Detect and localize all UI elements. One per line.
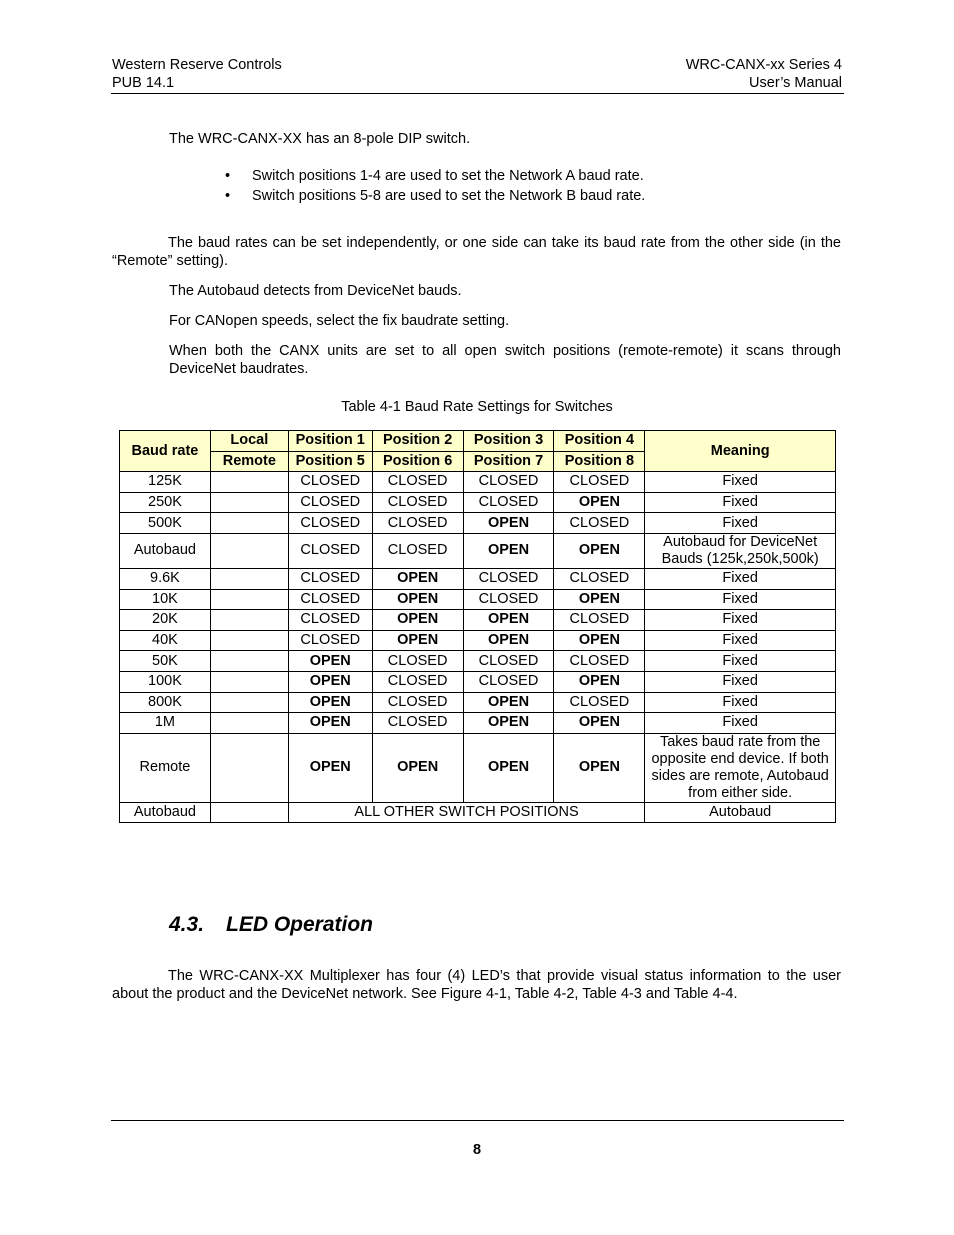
bullet-icon: • [225, 188, 231, 204]
switch-cell: OPEN [463, 630, 554, 651]
switch-cell: OPEN [554, 630, 645, 651]
switch-cell: OPEN [288, 713, 372, 734]
meaning-cell: Fixed [645, 692, 836, 713]
baud-cell: 500K [120, 513, 211, 534]
baud-cell: Autobaud [120, 533, 211, 568]
header-position-6: Position 6 [372, 451, 463, 472]
meaning-cell: Fixed [645, 671, 836, 692]
switch-cell: CLOSED [288, 568, 372, 589]
company-name: Western Reserve Controls [112, 57, 282, 73]
local-cell [210, 533, 288, 568]
local-cell [210, 568, 288, 589]
local-cell [210, 671, 288, 692]
paragraph-autobaud: The Autobaud detects from DeviceNet bauds. [169, 283, 462, 299]
meaning-cell: Fixed [645, 589, 836, 610]
meaning-cell: Takes baud rate from the opposite end device. If both sides are remote, Autobaud from either side. [645, 733, 836, 802]
switch-cell: CLOSED [554, 651, 645, 672]
table-row [120, 610, 836, 631]
switch-cell: OPEN [372, 630, 463, 651]
product-name: WRC-CANX-xx Series 4 [685, 57, 842, 73]
header-right [686, 56, 842, 92]
page-number: 8 [472, 1142, 482, 1158]
switch-cell: OPEN [288, 692, 372, 713]
local-cell [210, 692, 288, 713]
switch-cell: CLOSED [372, 651, 463, 672]
header-position-5: Position 5 [288, 451, 372, 472]
switch-cell: CLOSED [372, 492, 463, 513]
switch-cell: OPEN [372, 589, 463, 610]
local-cell [210, 713, 288, 734]
section-title: LED Operation [226, 913, 374, 936]
baud-cell: 100K [120, 671, 211, 692]
local-cell [210, 610, 288, 631]
paragraph-baud-independent: The baud rates can be set independently, or one side can take its baud rate from the other side (in the “Remote” setting). [112, 235, 841, 269]
switch-cell: OPEN [554, 733, 645, 802]
table-row [120, 651, 836, 672]
table-row [120, 533, 836, 568]
switch-cell: CLOSED [288, 610, 372, 631]
baud-cell: 125K [120, 472, 211, 493]
local-cell [210, 492, 288, 513]
switch-cell: CLOSED [288, 472, 372, 493]
header-left [112, 56, 282, 92]
local-cell [210, 589, 288, 610]
bullet-icon: • [225, 168, 231, 184]
meaning-cell: Fixed [645, 651, 836, 672]
baud-cell: Remote [120, 733, 211, 802]
baud-cell: 20K [120, 610, 211, 631]
switch-cell: CLOSED [463, 589, 554, 610]
switch-cell: OPEN [463, 610, 554, 631]
switch-cell: CLOSED [372, 513, 463, 534]
table-row [120, 513, 836, 534]
local-cell [210, 733, 288, 802]
table-row [120, 492, 836, 513]
switch-cell: CLOSED [463, 492, 554, 513]
table-body [120, 472, 836, 823]
switch-cell: OPEN [372, 733, 463, 802]
switch-cell: OPEN [372, 610, 463, 631]
switch-cell: CLOSED [554, 513, 645, 534]
meaning-cell: Autobaud for DeviceNet Bauds (125k,250k,500k) [645, 533, 836, 568]
meaning-cell: Fixed [645, 492, 836, 513]
all-other-positions-cell: ALL OTHER SWITCH POSITIONS [288, 802, 645, 823]
meaning-cell: Autobaud [645, 802, 836, 823]
baud-cell: 1M [120, 713, 211, 734]
header-position-7: Position 7 [463, 451, 554, 472]
switch-cell: OPEN [554, 713, 645, 734]
meaning-cell: Fixed [645, 513, 836, 534]
table-row [120, 589, 836, 610]
baud-cell: 40K [120, 630, 211, 651]
switch-cell: OPEN [463, 513, 554, 534]
led-paragraph: The WRC-CANX-XX Multiplexer has four (4) LED’s that provide visual status information to the user about the product and the DeviceNet network. See Figure 4-1, Table 4-2, Table 4-3 and Table 4-4. [112, 968, 841, 1002]
paragraph-canopen: For CANopen speeds, select the fix baudrate setting. [169, 313, 510, 329]
paragraph-remote-remote: When both the CANX units are set to all open switch positions (remote-remote) it scans through DeviceNet baudrates. [169, 343, 841, 377]
table-row [120, 692, 836, 713]
header-position-4: Position 4 [554, 431, 645, 452]
manual-name: User’s Manual [749, 75, 842, 91]
baud-cell: 9.6K [120, 568, 211, 589]
switch-cell: OPEN [554, 589, 645, 610]
meaning-cell: Fixed [645, 713, 836, 734]
switch-cell: CLOSED [372, 713, 463, 734]
switch-cell: CLOSED [554, 692, 645, 713]
publication-number: PUB 14.1 [112, 75, 175, 91]
switch-cell: CLOSED [288, 533, 372, 568]
table-row [120, 472, 836, 493]
table-row [120, 671, 836, 692]
header-position-8: Position 8 [554, 451, 645, 472]
section-number: 4.3. [169, 913, 205, 936]
header-position-3: Position 3 [463, 431, 554, 452]
baud-cell: 250K [120, 492, 211, 513]
baud-cell: Autobaud [120, 802, 211, 823]
table-caption: Table 4-1 Baud Rate Settings for Switches [341, 399, 613, 415]
switch-cell: OPEN [463, 733, 554, 802]
switch-cell: CLOSED [288, 513, 372, 534]
switch-cell: OPEN [288, 733, 372, 802]
switch-cell: CLOSED [288, 492, 372, 513]
switch-cell: OPEN [288, 671, 372, 692]
section-heading [169, 913, 373, 937]
bullet-list [225, 166, 645, 206]
switch-cell: OPEN [463, 692, 554, 713]
list-item: • Switch positions 1-4 are used to set the Network A baud rate. [225, 168, 644, 184]
switch-cell: CLOSED [463, 568, 554, 589]
local-cell [210, 630, 288, 651]
baud-cell: 50K [120, 651, 211, 672]
switch-cell: CLOSED [554, 472, 645, 493]
table-row [120, 630, 836, 651]
header-position-1: Position 1 [288, 431, 372, 452]
switch-cell: CLOSED [372, 533, 463, 568]
table-row [120, 713, 836, 734]
table-row [120, 733, 836, 802]
switch-cell: CLOSED [372, 472, 463, 493]
switch-cell: CLOSED [463, 651, 554, 672]
local-cell [210, 472, 288, 493]
switch-cell: CLOSED [554, 610, 645, 631]
local-cell [210, 651, 288, 672]
baud-rate-table [119, 430, 836, 823]
switch-cell: CLOSED [554, 568, 645, 589]
meaning-cell: Fixed [645, 568, 836, 589]
table-row [120, 802, 836, 823]
meaning-cell: Fixed [645, 610, 836, 631]
switch-cell: OPEN [372, 568, 463, 589]
header-remote: Remote [210, 451, 288, 472]
switch-cell: OPEN [554, 671, 645, 692]
switch-cell: CLOSED [288, 589, 372, 610]
intro-text: The WRC-CANX-XX has an 8-pole DIP switch. [169, 131, 471, 147]
local-cell [210, 802, 288, 823]
baud-cell: 10K [120, 589, 211, 610]
meaning-cell: Fixed [645, 472, 836, 493]
switch-cell: CLOSED [463, 472, 554, 493]
footer-rule [111, 1120, 844, 1121]
switch-cell: OPEN [463, 713, 554, 734]
switch-cell: CLOSED [372, 671, 463, 692]
switch-cell: OPEN [554, 533, 645, 568]
switch-cell: OPEN [463, 533, 554, 568]
table-row [120, 568, 836, 589]
header-position-2: Position 2 [372, 431, 463, 452]
header-meaning: Meaning [645, 431, 836, 472]
local-cell [210, 513, 288, 534]
header-local: Local [210, 431, 288, 452]
header-rule [111, 93, 844, 94]
switch-cell: CLOSED [288, 630, 372, 651]
switch-cell: OPEN [288, 651, 372, 672]
baud-cell: 800K [120, 692, 211, 713]
meaning-cell: Fixed [645, 630, 836, 651]
switch-cell: CLOSED [372, 692, 463, 713]
list-item: • Switch positions 5-8 are used to set the Network B baud rate. [225, 188, 646, 204]
header-baud-rate: Baud rate [120, 431, 211, 472]
switch-cell: OPEN [554, 492, 645, 513]
switch-cell: CLOSED [463, 671, 554, 692]
